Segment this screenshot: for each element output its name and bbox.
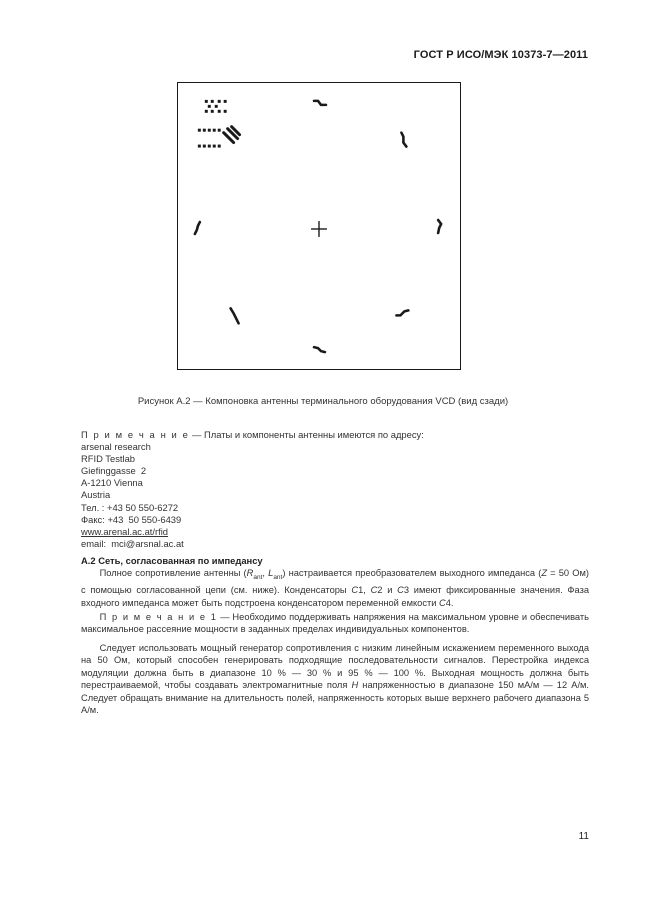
paragraph-generator: Следует использовать мощный генератор сопротивления с низким линейным искажением переменного выхода на 50 Ом, который способен генерировать подходящие последовательности сигналов. Перестройка индекса модуляции должна быть в диапазоне 10 % — 30 % и 95 % — 100 %. Выходная мощность должна быть перестраиваемой, чтобы создавать электромагнитные поля H напряженностью в диапазоне 150 мА/м — 12 А/м. Следует обращать внимание на длительность полей, напряженность которых выше верхнего рабочего диапазона 5 А/м. bbox=[81, 643, 589, 716]
address-line: RFID Testlab bbox=[81, 453, 136, 465]
antenna-segment-top bbox=[314, 101, 326, 105]
phone-line: Тел. : +43 50 550-6272 bbox=[81, 501, 179, 513]
antenna-segments bbox=[195, 101, 441, 352]
component-striped bbox=[224, 127, 240, 143]
email-line[interactable]: email: mci@arsnal.ac.at bbox=[81, 537, 184, 549]
document-header: ГОСТ Р ИСО/МЭК 10373-7—2011 bbox=[413, 49, 588, 61]
address-line: Giefinggasse 2 bbox=[81, 465, 147, 477]
antenna-segment-bottom-right bbox=[396, 310, 408, 315]
note-text: — Платы и компоненты антенны имеются по адресу: bbox=[189, 429, 424, 440]
paragraph-note-1: П р и м е ч а н и е 1 — Необходимо поддерживать напряжения на максимальном уровне и обеспечивать максимальное рассеяние мощности в заданных пределах индивидуальных компонентов. bbox=[81, 612, 589, 635]
antenna-segment-right bbox=[438, 220, 441, 233]
antenna-segment-bottom bbox=[314, 347, 325, 352]
address-line: A-1210 Vienna bbox=[81, 477, 143, 489]
note-address-block bbox=[81, 429, 424, 550]
antenna-segment-bottom-left bbox=[231, 308, 239, 323]
paragraph-impedance: Полное сопротивление антенны ($R_{ant}$, $L_{ant}$) настраивается преобразователем выходного импеданса (Z = 50 Ом) с помощью согласованной цепи (см. ниже). Конденсаторы C1, C2 и C3 имеют фиксированные значения. Фаза входного импеданса может быть подстроена конденсатором переменной емкости C4. bbox=[81, 568, 590, 608]
connector-pads-top bbox=[205, 100, 227, 113]
figure-caption: Рисунок А.2 — Компоновка антенны терминального оборудования VCD (вид сзади) bbox=[137, 396, 509, 407]
antenna-segment-left bbox=[195, 222, 200, 234]
note-intro bbox=[81, 429, 424, 441]
address-line: arsenal research bbox=[81, 441, 151, 453]
page-number: 11 bbox=[578, 831, 589, 842]
fax-line: Факс: +43 50 550-6439 bbox=[81, 513, 182, 525]
antenna-layout-figure bbox=[177, 82, 461, 370]
connector-pads-bottom bbox=[198, 129, 221, 148]
section-title: А.2 Сеть, согласованная по импедансу bbox=[81, 555, 263, 566]
address-line: Austria bbox=[81, 489, 111, 501]
website-link[interactable]: www.arenal.ac.at/rfid bbox=[81, 525, 169, 537]
antenna-layout-drawing bbox=[178, 83, 460, 369]
note-label: П р и м е ч а н и е bbox=[81, 429, 190, 440]
center-crosshair bbox=[311, 221, 327, 237]
antenna-segment-top-right bbox=[401, 133, 406, 147]
